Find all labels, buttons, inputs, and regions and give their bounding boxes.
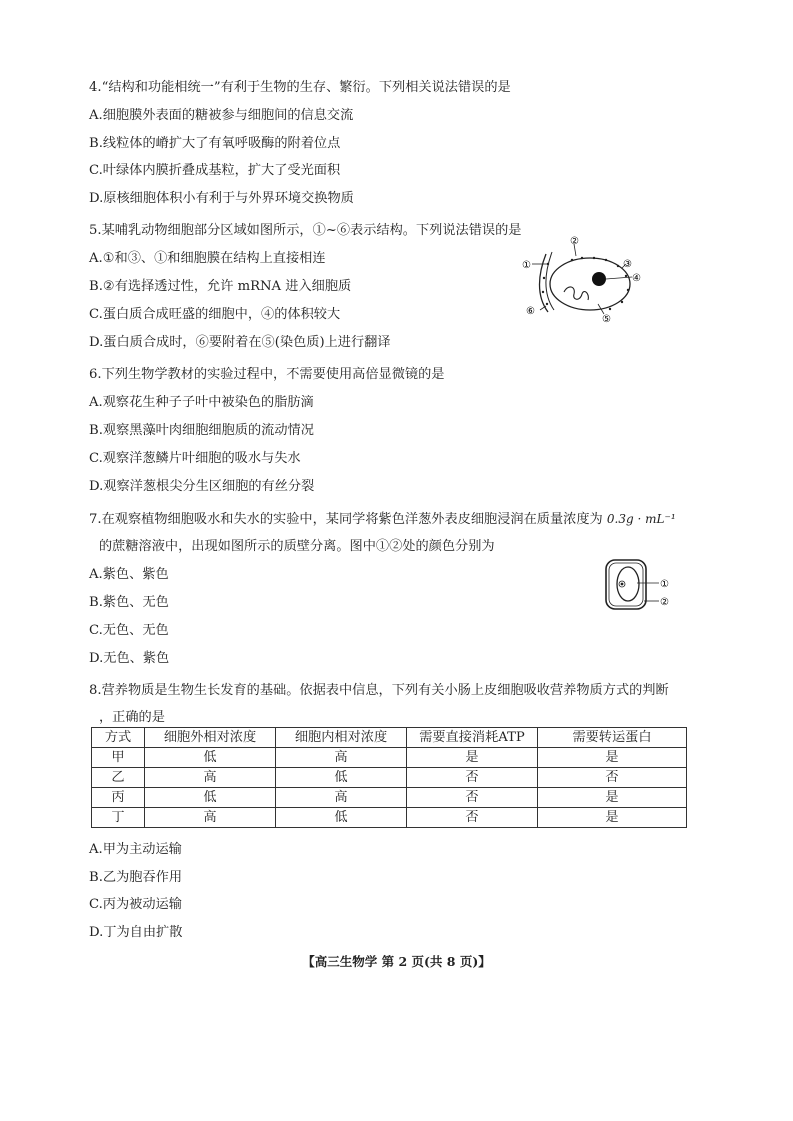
table-cell: 否 [407,788,538,808]
cell-wall-inner [609,563,643,606]
q5-option-b: B.②有选择透过性，允许 mRNA 进入细胞质 [89,279,352,294]
q7-option-c: C.无色、无色 [89,623,169,638]
table-cell: 低 [276,768,407,788]
q7-option-a: A.紫色、紫色 [89,567,169,582]
table-header: 细胞内相对浓度 [276,728,407,748]
q7-option-d: D.无色、紫色 [89,651,170,666]
table-header: 方式 [92,728,145,748]
q5-label-6: ⑥ [526,306,535,317]
q7-stem-2: 的蔗糖溶液中，出现如图所示的质壁分离。图中①②处的颜色分别为 [99,539,495,554]
q7-stem [89,510,676,529]
q5-label-1: ① [522,260,531,271]
q5-option-c: C.蛋白质合成旺盛的细胞中，④的体积较大 [89,307,341,322]
q5-option-a: A.①和③、①和细胞膜在结构上直接相连 [89,251,326,266]
q5-label-5: ⑤ [602,314,611,325]
table-cell: 否 [407,768,538,788]
table-header-row [92,728,687,748]
q6-option-d: D.观察洋葱根尖分生区细胞的有丝分裂 [89,479,315,494]
table-row [92,808,687,828]
table-cell: 低 [145,748,276,768]
q7-plasmolysis-diagram [602,557,674,613]
q8-option-a: A.甲为主动运输 [89,842,182,857]
q7-concentration: 0.3g · mL⁻¹ [606,512,676,526]
q5-stem: 5.某哺乳动物细胞部分区域如图所示，①~⑥表示结构。下列说法错误的是 [89,223,522,238]
nutrient-table [91,727,687,828]
table-cell: 否 [538,768,687,788]
q8-stem: 8.营养物质是生物生长发育的基础。依据表中信息，下列有关小肠上皮细胞吸收营养物质方式的判断 [89,683,669,698]
table-cell: 高 [276,788,407,808]
q6-stem: 6.下列生物学教材的实验过程中，不需要使用高倍显微镜的是 [89,367,445,382]
q4-option-c: C.叶绿体内膜折叠成基粒，扩大了受光面积 [89,163,341,178]
q7-stem-text: 7.在观察植物细胞吸水和失水的实验中，某同学将紫色洋葱外表皮细胞浸润在质量浓度为 [89,512,603,527]
q4-option-a: A.细胞膜外表面的糖被参与细胞间的信息交流 [89,108,354,123]
table-cell: 是 [538,748,687,768]
q6-option-b: B.观察黑藻叶肉细胞细胞质的流动情况 [89,423,314,438]
q7-label-1: ① [660,579,669,590]
table-header: 需要直接消耗ATP [407,728,538,748]
q4-option-d: D.原核细胞体积小有利于与外界环境交换物质 [89,191,354,206]
q8-stem-2: ，正确的是 [99,710,165,725]
q7-label-2: ② [660,597,669,608]
q6-option-a: A.观察花生种子子叶中被染色的脂肪滴 [89,395,314,410]
table-cell: 低 [276,808,407,828]
page-footer: 【高三生物学 第 2 页(共 8 页)】 [302,954,491,969]
q6-option-c: C.观察洋葱鳞片叶细胞的吸水与失水 [89,451,301,466]
q4-option-b: B.线粒体的嵴扩大了有氧呼吸酶的附着位点 [89,136,341,151]
q4-stem: 4.“结构和功能相统一”有利于生物的生存、繁衍。下列相关说法错误的是 [89,80,511,95]
table-cell: 乙 [92,768,145,788]
table-cell: 高 [145,768,276,788]
chromatin [564,287,588,300]
nucleus [621,583,624,586]
q5-cell-diagram [518,234,648,326]
table-cell: 丁 [92,808,145,828]
table-cell: 是 [538,788,687,808]
table-row [92,788,687,808]
q5-label-4: ④ [632,273,641,284]
q8-option-b: B.乙为胞吞作用 [89,870,183,885]
table-cell: 是 [538,808,687,828]
table-row [92,768,687,788]
table-cell: 是 [407,748,538,768]
q5-label-3: ③ [623,259,632,270]
table-header: 需要转运蛋白 [538,728,687,748]
q7-option-b: B.紫色、无色 [89,595,169,610]
table-cell: 甲 [92,748,145,768]
table-cell: 否 [407,808,538,828]
nucleolus [592,272,606,286]
table-header: 细胞外相对浓度 [145,728,276,748]
q8-option-d: D.丁为自由扩散 [89,925,183,940]
table-row [92,748,687,768]
table-cell: 高 [276,748,407,768]
table-cell: 丙 [92,788,145,808]
q8-option-c: C.丙为被动运输 [89,897,182,912]
protoplast [617,567,639,601]
q5-label-2: ② [570,236,579,247]
table-cell: 高 [145,808,276,828]
table-cell: 低 [145,788,276,808]
q5-option-d: D.蛋白质合成时，⑥要附着在⑤(染色质)上进行翻译 [89,335,391,350]
